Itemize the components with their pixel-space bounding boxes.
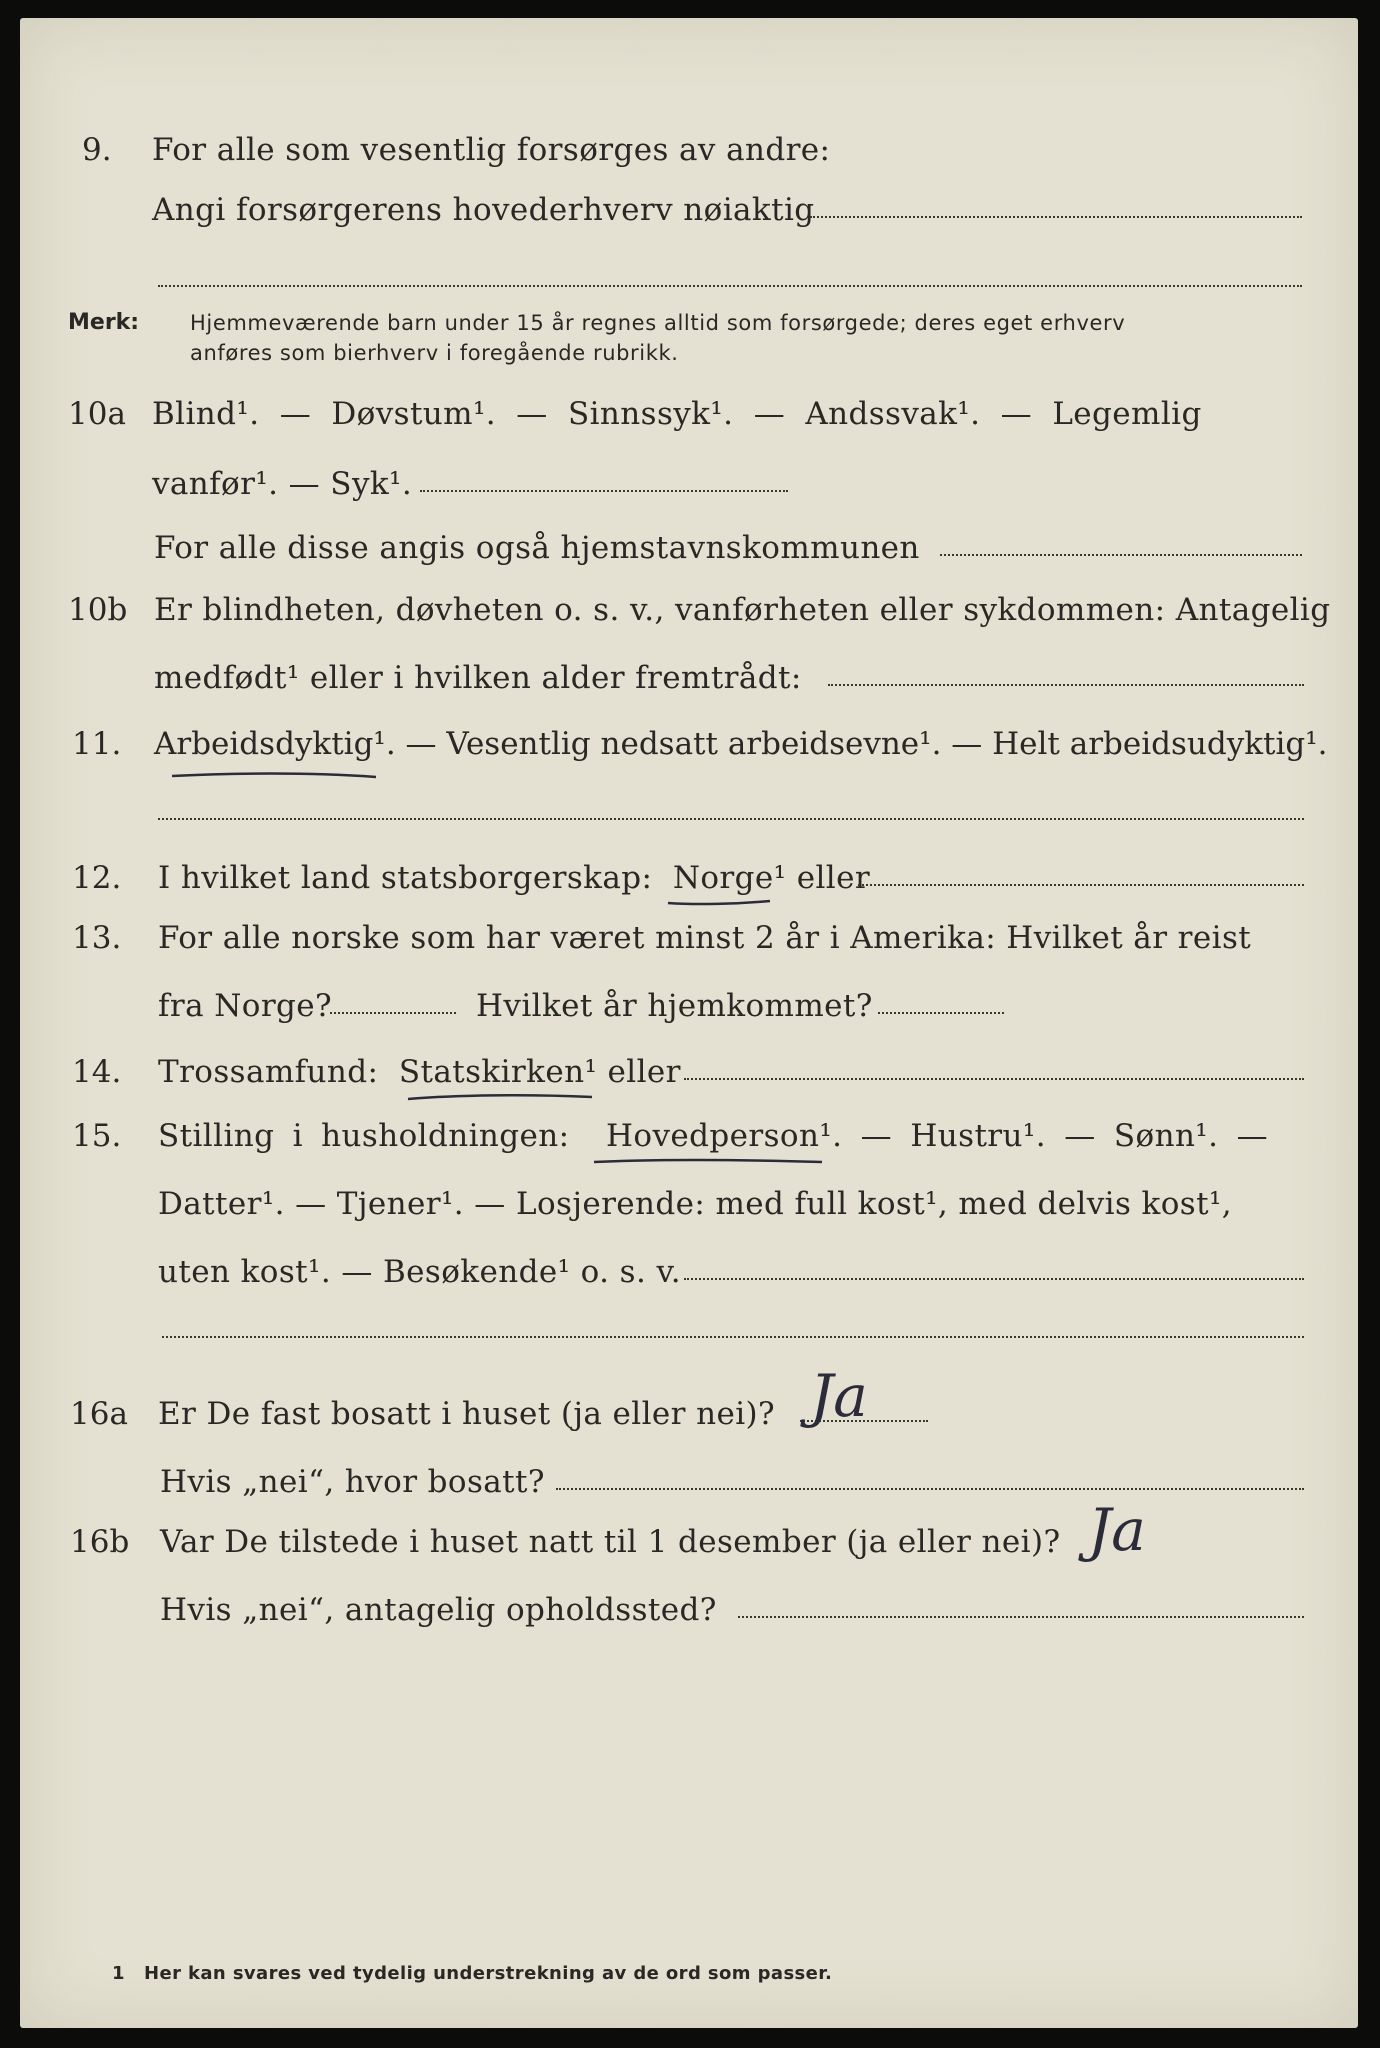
q10b-text-2: medfødt¹ eller i hvilken alder fremtrådt: bbox=[154, 660, 802, 696]
q10a-hometown-line[interactable] bbox=[940, 554, 1302, 556]
q14-option-statskirken[interactable]: Statskirken bbox=[398, 1054, 585, 1090]
q11-number: 11. bbox=[72, 726, 122, 762]
handwritten-underline-statskirken bbox=[406, 1092, 596, 1102]
q15-label: Stilling i husholdningen: bbox=[158, 1118, 570, 1154]
q15-text-2: Datter¹. — Tjener¹. — Losjerende: med full kost¹, med delvis kost¹, bbox=[158, 1186, 1233, 1222]
q16b-number: 16b bbox=[70, 1524, 130, 1560]
q16b-text-2: Hvis „nei“, antagelig opholdssted? bbox=[160, 1592, 717, 1628]
q9-answer-line[interactable] bbox=[810, 216, 1302, 218]
q15-option-hovedperson[interactable]: Hovedperson bbox=[605, 1118, 820, 1154]
footnote-mark: 1 bbox=[112, 1963, 125, 1984]
q16b-text: Var De tilstede i huset natt til 1 desember (ja eller nei)? bbox=[160, 1524, 1061, 1560]
q16b-handwritten-answer: Ja bbox=[1088, 1496, 1146, 1564]
handwritten-underline-norge bbox=[666, 898, 774, 908]
q10a-options-2: vanfør¹. — Syk¹. bbox=[152, 466, 413, 502]
q13-right-label: Hvilket år hjemkommet? bbox=[476, 988, 873, 1024]
footnote-text: Her kan svares ved tydelig understrekning av de ord som passer. bbox=[144, 1963, 833, 1984]
q10a-options: Blind¹. — Døvstum¹. — Sinnssyk¹. — Andssvak¹. — Legemlig bbox=[152, 396, 1202, 432]
q9-text: For alle som vesentlig forsørges av andre: bbox=[152, 132, 831, 168]
q12-suffix: ¹ eller bbox=[773, 860, 871, 896]
q11-option-arbeidsdyktig[interactable]: Arbeidsdyktig bbox=[154, 726, 374, 762]
q16a-text-2: Hvis „nei“, hvor bosatt? bbox=[160, 1464, 545, 1500]
q13-left-label: fra Norge? bbox=[158, 988, 333, 1024]
q12-answer-line[interactable] bbox=[858, 884, 1304, 886]
q14-label: Trossamfund: bbox=[158, 1054, 379, 1090]
q14-text bbox=[158, 1052, 681, 1092]
q14-suffix: ¹ eller bbox=[584, 1054, 681, 1090]
q12-text bbox=[158, 858, 870, 898]
q10a-number: 10a bbox=[68, 396, 126, 432]
q12-option-norge[interactable]: Norge bbox=[672, 860, 774, 896]
q16a-text: Er De fast bosatt i huset (ja eller nei)? bbox=[158, 1396, 776, 1432]
q10b-answer-line[interactable] bbox=[828, 684, 1304, 686]
q15-number: 15. bbox=[72, 1118, 122, 1154]
q11-option-rest: ¹. — Vesentlig nedsatt arbeidsevne¹. — Helt arbeidsudyktig¹. bbox=[373, 726, 1328, 762]
q12-label: I hvilket land statsborgerskap: bbox=[158, 860, 653, 896]
q16b-answer-line[interactable] bbox=[738, 1616, 1304, 1618]
q9-number: 9. bbox=[82, 132, 112, 168]
q10a-answer-line[interactable] bbox=[420, 490, 788, 492]
q15-text bbox=[158, 1116, 1268, 1156]
q16a-handwritten-answer: Ja bbox=[810, 1362, 868, 1430]
census-form-page bbox=[20, 18, 1358, 2028]
q13-number: 13. bbox=[72, 920, 122, 956]
q12-number: 12. bbox=[72, 860, 122, 896]
q15-answer-line[interactable] bbox=[684, 1278, 1304, 1280]
q15-text-3: uten kost¹. — Besøkende¹ o. s. v. bbox=[158, 1254, 681, 1290]
q10b-number: 10b bbox=[68, 592, 128, 628]
q16a-number: 16a bbox=[70, 1396, 128, 1432]
q11-options bbox=[154, 724, 1328, 764]
q16a-answer-line-2[interactable] bbox=[556, 1488, 1304, 1490]
q10b-text: Er blindheten, døvheten o. s. v., vanførheten eller sykdommen: Antagelig bbox=[154, 592, 1331, 628]
merk-text-1: Hjemmeværende barn under 15 år regnes alltid som forsørgede; deres eget erhverv bbox=[190, 311, 1126, 335]
q13-text: For alle norske som har været minst 2 år i Amerika: Hvilket år reist bbox=[158, 920, 1252, 956]
q10a-hometown-label: For alle disse angis også hjemstavnskommunen bbox=[154, 530, 920, 566]
q14-number: 14. bbox=[72, 1054, 122, 1090]
handwritten-underline-hovedperson bbox=[592, 1156, 826, 1166]
merk-label: Merk: bbox=[68, 310, 140, 335]
q14-answer-line[interactable] bbox=[684, 1078, 1304, 1080]
q15-answer-line-2[interactable] bbox=[162, 1336, 1304, 1338]
q15-options-rest: ¹. — Hustru¹. — Sønn¹. — bbox=[819, 1118, 1269, 1154]
q13-left-answer-line[interactable] bbox=[330, 1012, 456, 1014]
q13-right-answer-line[interactable] bbox=[878, 1012, 1004, 1014]
q11-answer-line[interactable] bbox=[158, 818, 1304, 820]
merk-text-2: anføres som bierhverv i foregående rubrikk. bbox=[190, 341, 679, 365]
q9-occupation-label: Angi forsørgerens hovederhverv nøiaktig bbox=[152, 192, 815, 228]
q9-answer-line-2[interactable] bbox=[158, 285, 1302, 287]
handwritten-underline-arbeidsdyktig bbox=[170, 770, 380, 780]
